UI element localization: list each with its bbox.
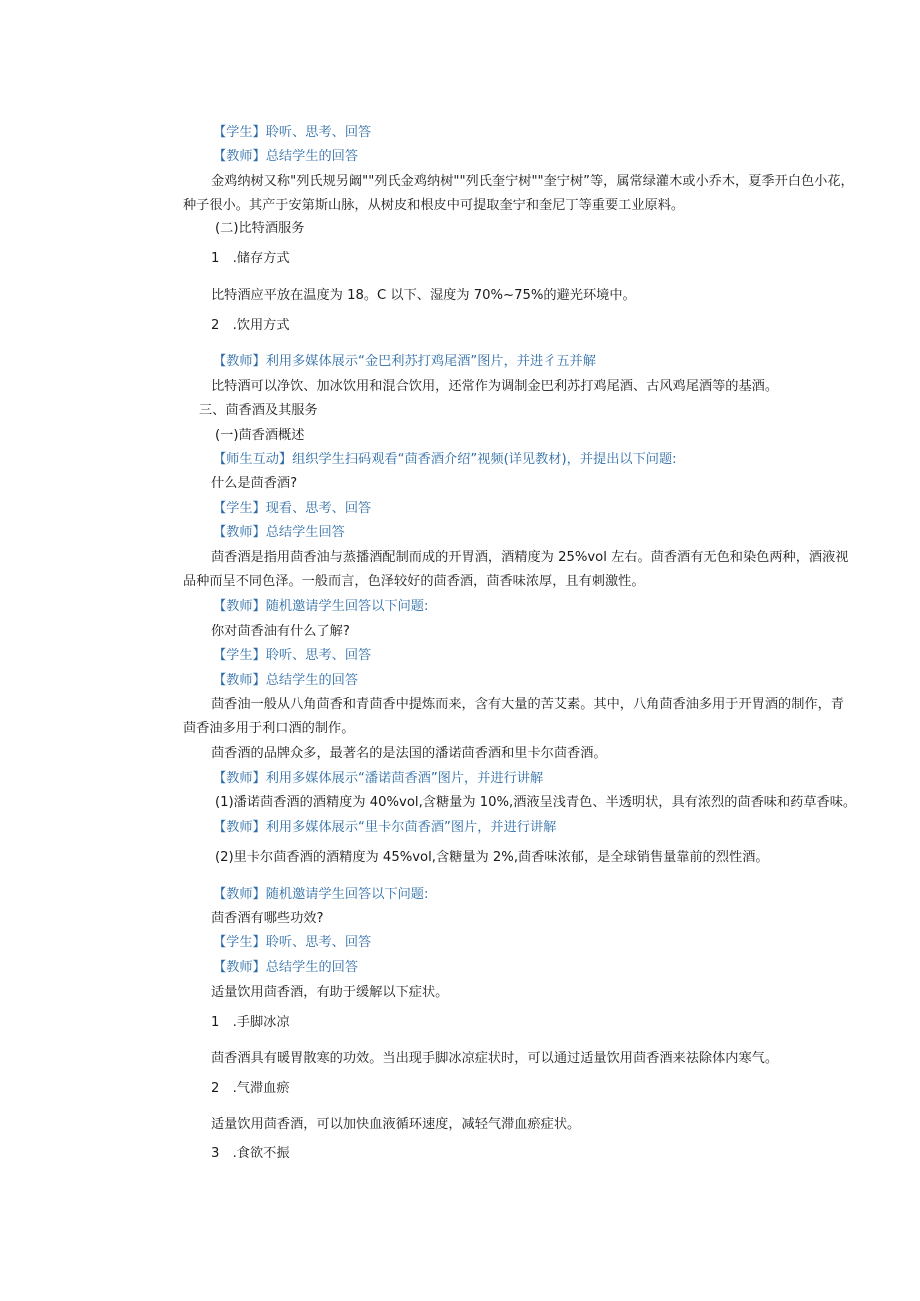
numbered-heading: 2 .饮用方式 [211, 318, 290, 333]
teacher-summary-line: 【教师】总结学生的回答 [213, 149, 359, 164]
teacher-activity-line: 【教师】利用多媒体展示“潘诺茴香酒”图片，并进行讲解 [213, 771, 544, 786]
paragraph-line: 品种而呈不同色泽。一般而言，色泽较好的茴香酒，茴香味浓厚，且有刺激性。 [183, 574, 645, 589]
paragraph-line: 茴香酒是指用茴香油与蒸播酒配制而成的开胃酒，酒精度为 25%vol 左右。茴香酒有无色和染色两种，酒液视 [211, 550, 849, 565]
teacher-activity-line: 【教师】利用多媒体展示“里卡尔茴香酒”图片，并进行讲解 [213, 820, 557, 835]
teacher-summary-line: 【教师】总结学生的回答 [213, 960, 359, 975]
question-line: 茴香酒有哪些功效? [211, 911, 324, 926]
numbered-heading: 1 .储存方式 [211, 251, 290, 266]
interaction-line: 【师生互动】组织学生扫码观看“茴香酒介绍”视频(详见教材)，并提出以下问题: [213, 452, 677, 467]
student-response-line: 【学生】现看、思考、回答 [213, 501, 372, 516]
teacher-summary-line: 【教师】总结学生的回答 [213, 673, 359, 688]
paragraph-line: 茴香酒的品牌众多，最著名的是法国的潘诺茴香酒和里卡尔茴香酒。 [211, 746, 607, 761]
section-heading: 三、茴香酒及其服务 [199, 403, 318, 418]
paragraph-line: 适量饮用茴香酒，有助于缓解以下症状。 [211, 985, 449, 1000]
subsection-heading: (二)比特酒服务 [215, 221, 305, 236]
numbered-heading: 3 .食欲不振 [211, 1146, 290, 1161]
paragraph-line: 种子很小。其产于安第斯山脉，从树皮和根皮中可提取奎宁和奎尼丁等重要工业原料。 [183, 198, 685, 213]
numbered-heading: 1 .手脚冰凉 [211, 1015, 290, 1030]
teacher-question-line: 【教师】随机邀请学生回答以下问题: [213, 599, 429, 614]
paragraph-line: 适量饮用茴香酒，可以加快血液循环速度，减轻气滞血瘀症状。 [211, 1117, 581, 1132]
question-line: 什么是茴香酒? [211, 476, 298, 491]
paragraph-line: 比特酒应平放在温度为 18。C 以下、湿度为 70%~75%的避光环境中。 [211, 288, 636, 303]
paragraph-line: 茴香油多用于利口酒的制作。 [183, 721, 355, 736]
list-item: (2)里卡尔茴香酒的酒精度为 45%vol,含糖量为 2%,茴香味浓郁，是全球销售量靠前的烈性酒。 [215, 850, 769, 865]
numbered-heading: 2 .气滞血瘀 [211, 1081, 290, 1096]
paragraph-line: 茴香酒具有暖胃散寒的功效。当出现手脚冰凉症状时，可以通过适量饮用茴香酒来祛除体内寒气。 [211, 1051, 779, 1066]
paragraph-line: 茴香油一般从八角茴香和青茴香中提炼而来，含有大量的苦艾素。其中，八角茴香油多用于开胃酒的制作，青 [211, 697, 844, 712]
teacher-question-line: 【教师】随机邀请学生回答以下问题: [213, 887, 429, 902]
paragraph-line: 金鸡纳树又称"列氏规另阚""列氏金鸡纳树""列氏奎宁树""奎宁树”等，属常绿灌木或小乔木，夏季开白色小花， [211, 174, 854, 189]
question-line: 你对茴香油有什么了解? [211, 624, 350, 639]
student-response-line: 【学生】聆听、思考、回答 [213, 125, 372, 140]
teacher-summary-line: 【教师】总结学生回答 [213, 525, 345, 540]
list-item: (1)潘诺茴香酒的酒精度为 40%vol,含糖量为 10%,酒液呈浅青色、半透明状，具有浓烈的茴香味和药草香味。 [215, 795, 857, 810]
paragraph-line: 比特酒可以净饮、加冰饮用和混合饮用，还常作为调制金巴利苏打鸡尾酒、古风鸡尾酒等的基酒。 [211, 379, 779, 394]
student-response-line: 【学生】聆听、思考、回答 [213, 935, 372, 950]
teacher-activity-line: 【教师】利用多媒体展示“金巴利苏打鸡尾酒”图片，并进彳五并解 [213, 354, 596, 369]
student-response-line: 【学生】聆听、思考、回答 [213, 648, 372, 663]
subsection-heading: (一)茴香酒概述 [215, 428, 305, 443]
